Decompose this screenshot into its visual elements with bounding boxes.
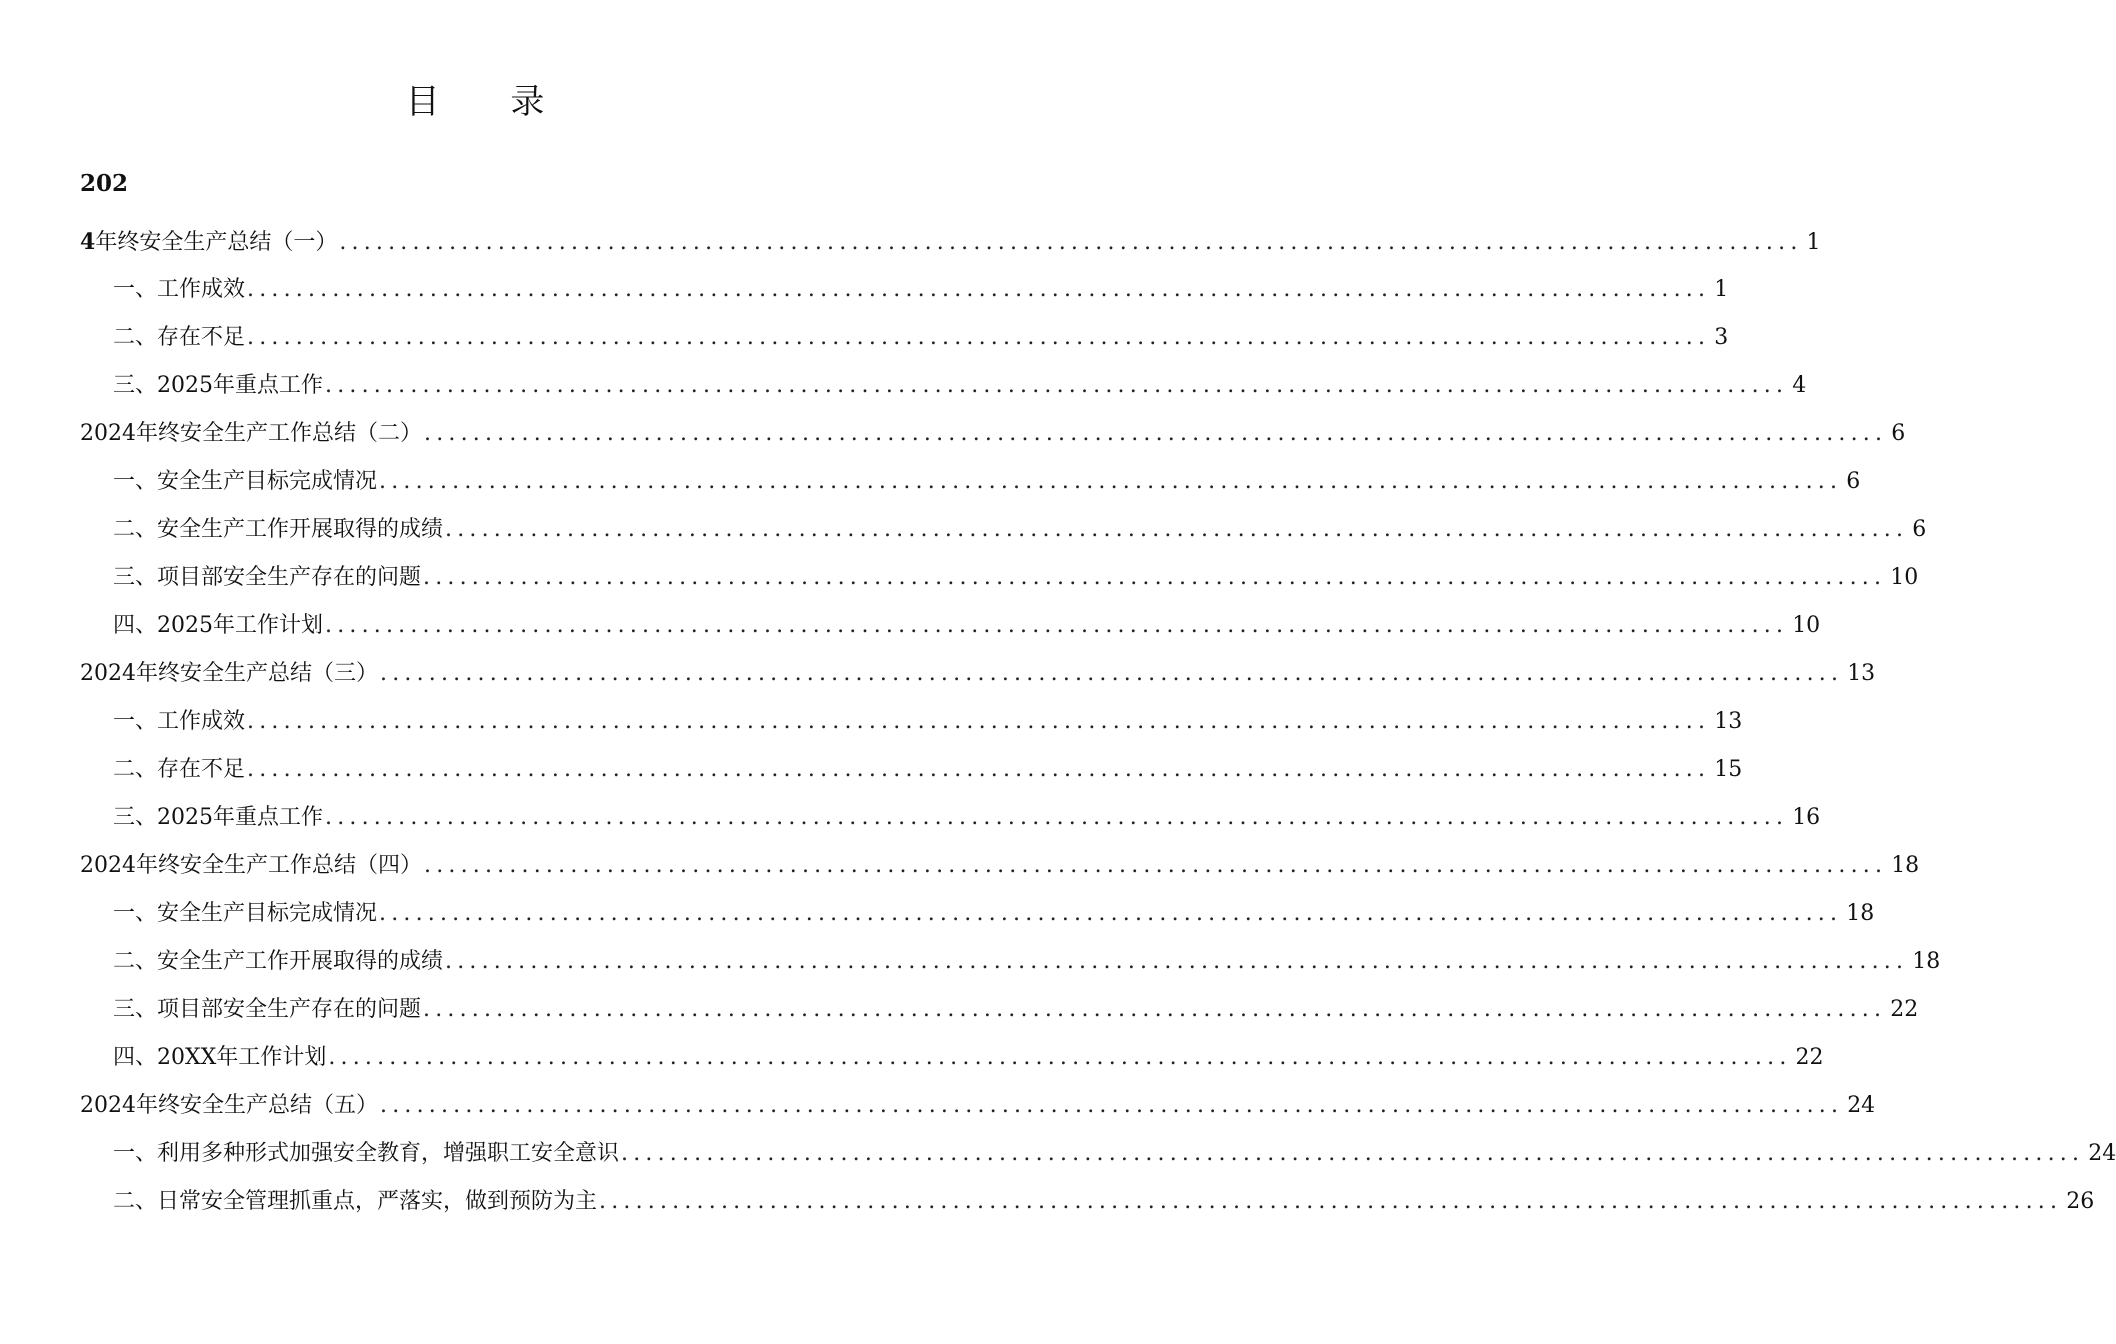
toc-page-number: 6 [1891,421,1906,446]
toc-entry-title [113,272,245,308]
toc-entry-title [113,752,245,788]
toc-entry-section[interactable] [80,416,1906,452]
toc-page-number: 6 [1846,469,1861,494]
toc-entry-title [113,1136,619,1172]
toc-entry-title [113,608,323,644]
toc-entry-title [113,704,245,740]
toc-entry-title [80,416,422,452]
toc-page-number: 22 [1890,997,1919,1022]
toc-dot-leader: ........................................................................................................................ [325,613,1789,638]
toc-lead-fragment: 202 [80,170,129,197]
toc-entry-title-text: 一、安全生产目标完成情况 [113,469,378,494]
toc-entry-title-text: 二、安全生产工作开展取得的成绩 [113,949,444,974]
toc-page-number: 18 [1891,853,1920,878]
toc-dot-leader: ........................................................................................................................ [599,1189,2063,1214]
toc-entry-subsection[interactable] [113,896,1875,932]
toc-page-number: 16 [1792,805,1821,830]
toc-page-number: 1 [1714,277,1729,302]
toc-entry-subsection[interactable] [113,752,1743,788]
toc-entry-title-text: 二、日常安全管理抓重点，严落实，做到预防为主 [113,1189,598,1214]
toc-entry-title [113,1184,597,1220]
toc-entry-subsection[interactable] [113,560,1919,596]
toc-entry-section[interactable] [80,1088,1876,1124]
toc-entry-subsection[interactable] [113,608,1821,644]
toc-dot-leader: ........................................................................................................................ [423,565,1887,590]
toc-entry-title [113,320,245,356]
toc-entry-title-text: 四、2025年工作计划 [113,613,323,638]
toc-entry-subsection[interactable] [113,704,1743,740]
toc-entry-title [80,224,337,261]
toc-entry-title [113,1040,326,1076]
toc-dot-leader: ........................................................................................................................ [379,469,1843,494]
toc-entry-title-text: 2024年终安全生产总结（三） [80,661,378,686]
toc-page-number: 13 [1714,709,1743,734]
toc-page-number: 4 [1792,373,1807,398]
toc-entry-title-text: 三、2025年重点工作 [113,373,323,398]
toc-entry-title-text: 一、利用多种形式加强安全教育，增强职工安全意识 [113,1141,620,1166]
toc-dot-leader: ........................................................................................................................ [423,997,1887,1022]
toc-page-number: 22 [1795,1045,1824,1070]
toc-dot-leader: ........................................................................................................................ [339,230,1803,255]
toc-entry-title [113,896,377,932]
toc-entry-subsection[interactable] [113,944,1941,980]
toc-dot-leader: ........................................................................................................................ [247,325,1711,350]
toc-entry-section[interactable] [80,224,1821,260]
toc-entry-title-text: 一、安全生产目标完成情况 [113,901,378,926]
toc-entry-title [113,464,377,500]
toc-page-number: 26 [2066,1189,2095,1214]
toc-entry-subsection[interactable] [113,512,1927,548]
toc-entry-title-prefix: 4 [80,229,96,255]
toc-dot-leader: ........................................................................................................................ [328,1045,1792,1070]
toc-page-number: 15 [1714,757,1743,782]
toc-entry-title-text: 三、项目部安全生产存在的问题 [113,997,422,1022]
toc-entry-title [113,560,421,596]
toc-entry-subsection[interactable] [113,1136,2116,1172]
toc-entry-section[interactable] [80,656,1876,692]
toc-entry-subsection[interactable] [113,272,1729,308]
toc-page-number: 1 [1806,230,1821,255]
toc-entry-title-text: 三、2025年重点工作 [113,805,323,830]
toc-page-number: 24 [2088,1141,2116,1166]
toc-entry-subsection[interactable] [113,800,1821,836]
toc-dot-leader: ........................................................................................................................ [380,1093,1844,1118]
toc-entry-subsection[interactable] [113,1184,2095,1220]
toc-dot-leader: ........................................................................................................................ [424,421,1888,446]
toc-entry-title-text: 一、工作成效 [113,277,246,302]
toc-dot-leader: ........................................................................................................................ [247,709,1711,734]
page-title: 目 录 [405,82,575,122]
toc-entry-subsection[interactable] [113,320,1729,356]
toc-dot-leader: ........................................................................................................................ [621,1141,2085,1166]
toc-page-number: 18 [1846,901,1875,926]
toc-entry-title [113,944,443,980]
toc-entry-title-text: 二、存在不足 [113,325,246,350]
toc-entry-subsection[interactable] [113,368,1807,404]
toc-entry-title [80,1088,378,1124]
toc-entry-title-text: 一、工作成效 [113,709,246,734]
toc-dot-leader: ........................................................................................................................ [325,805,1789,830]
toc-entry-title [113,512,443,548]
toc-entry-section[interactable] [80,848,1920,884]
toc-dot-leader: ........................................................................................................................ [445,949,1909,974]
toc-page-number: 10 [1792,613,1821,638]
toc-entry-subsection[interactable] [113,464,1861,500]
toc-page-number: 10 [1890,565,1919,590]
toc-entry-subsection[interactable] [113,1040,1824,1076]
toc-page-number: 24 [1847,1093,1876,1118]
toc-entry-title-text: 二、存在不足 [113,757,246,782]
toc-page-number: 18 [1912,949,1941,974]
toc-dot-leader: ........................................................................................................................ [247,277,1711,302]
toc-entry-title-text: 2024年终安全生产总结（五） [80,1093,378,1118]
toc-entry-title-text: 三、项目部安全生产存在的问题 [113,565,422,590]
toc-entry-title [80,848,422,884]
toc-dot-leader: ........................................................................................................................ [424,853,1888,878]
toc-entry-title-text: 2024年终安全生产工作总结（四） [80,853,422,878]
toc-page-number: 13 [1847,661,1876,686]
toc-dot-leader: ........................................................................................................................ [379,901,1843,926]
toc-entry-title [113,368,323,404]
toc-page-number: 3 [1714,325,1729,350]
toc-dot-leader: ........................................................................................................................ [380,661,1844,686]
toc-entry-title-text: 2024年终安全生产工作总结（二） [80,421,422,446]
toc-entry-title [113,800,323,836]
toc-entry-subsection[interactable] [113,992,1919,1028]
toc-page-number: 6 [1912,517,1927,542]
toc-entry-title-text: 年终安全生产总结（一） [95,230,338,255]
toc-dot-leader: ........................................................................................................................ [445,517,1909,542]
toc-entry-title-text: 二、安全生产工作开展取得的成绩 [113,517,444,542]
toc-entry-title [113,992,421,1028]
toc-entry-title [80,656,378,692]
toc-entry-title-text: 四、20XX年工作计划 [113,1045,327,1070]
toc-dot-leader: ........................................................................................................................ [325,373,1789,398]
toc-dot-leader: ........................................................................................................................ [247,757,1711,782]
